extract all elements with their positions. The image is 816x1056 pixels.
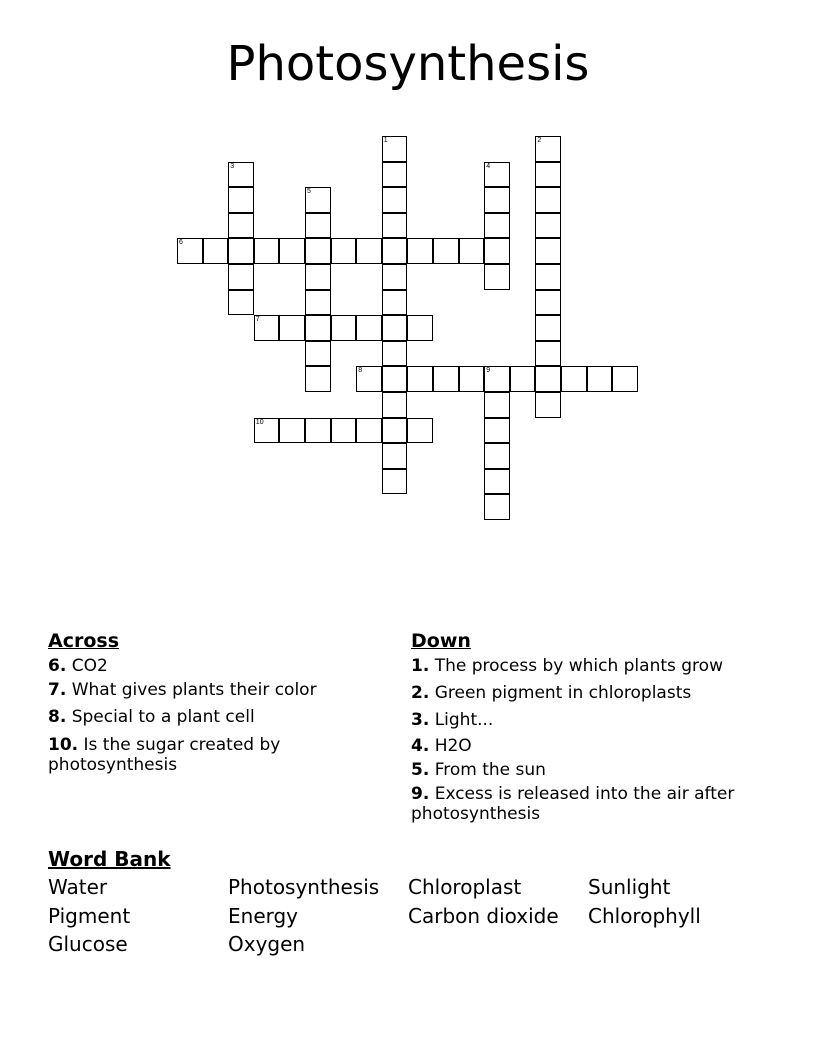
clue-num: 9. bbox=[411, 784, 430, 804]
word-bank-item: Carbon dioxide bbox=[408, 903, 559, 928]
crossword-cell[interactable] bbox=[356, 238, 382, 264]
crossword-cell[interactable] bbox=[228, 290, 254, 316]
crossword-cell[interactable] bbox=[382, 469, 408, 495]
crossword-cell[interactable] bbox=[484, 238, 510, 264]
crossword-cell[interactable] bbox=[484, 162, 510, 188]
crossword-cell[interactable] bbox=[484, 443, 510, 469]
clue-text: Special to a plant cell bbox=[66, 707, 255, 727]
crossword-cell[interactable] bbox=[228, 162, 254, 188]
crossword-cell[interactable] bbox=[459, 238, 485, 264]
crossword-cell[interactable] bbox=[407, 315, 433, 341]
crossword-cell[interactable] bbox=[535, 392, 561, 418]
crossword-cell[interactable] bbox=[305, 366, 331, 392]
crossword-cell[interactable] bbox=[612, 366, 638, 392]
clue-number: 3 bbox=[230, 162, 235, 170]
clue-text: H2O bbox=[429, 736, 472, 756]
crossword-cell[interactable] bbox=[407, 366, 433, 392]
crossword-cell[interactable] bbox=[382, 366, 408, 392]
crossword-cell[interactable] bbox=[382, 392, 408, 418]
clue-text: CO2 bbox=[66, 656, 108, 676]
crossword-cell[interactable] bbox=[177, 238, 203, 264]
across-clue bbox=[48, 707, 348, 727]
down-heading: Down bbox=[411, 630, 471, 652]
crossword-cell[interactable] bbox=[535, 187, 561, 213]
crossword-cell[interactable] bbox=[382, 443, 408, 469]
word-bank-item: Oxygen bbox=[228, 932, 306, 956]
clue-text: The process by which plants grow bbox=[429, 656, 723, 676]
crossword-cell[interactable] bbox=[356, 366, 382, 392]
clue-number: 1 bbox=[383, 137, 388, 144]
crossword-cell[interactable] bbox=[305, 315, 331, 341]
word-bank-item: Chlorophyll bbox=[588, 903, 701, 928]
down-clue bbox=[411, 760, 751, 780]
clue-num: 7. bbox=[48, 680, 67, 700]
crossword-cell[interactable] bbox=[382, 136, 408, 162]
clue-text: What gives plants their color bbox=[66, 680, 317, 700]
crossword-cell[interactable] bbox=[279, 315, 305, 341]
word-bank-item: Sunlight bbox=[588, 875, 671, 899]
across-clue bbox=[48, 735, 348, 775]
clue-number: 4 bbox=[486, 162, 491, 170]
clue-number: 6 bbox=[179, 239, 183, 247]
crossword-cell[interactable] bbox=[484, 469, 510, 495]
word-bank-item: Water bbox=[48, 875, 108, 899]
crossword-cell[interactable] bbox=[254, 418, 280, 444]
clue-num: 6. bbox=[48, 656, 67, 676]
crossword-cell[interactable] bbox=[356, 315, 382, 341]
crossword-cell[interactable] bbox=[587, 366, 613, 392]
crossword-cell[interactable] bbox=[228, 213, 254, 239]
clue-text: Is the sugar created by photosynthesis bbox=[48, 735, 281, 775]
crossword-cell[interactable] bbox=[407, 418, 433, 444]
crossword-cell[interactable] bbox=[228, 238, 254, 264]
crossword-cell[interactable] bbox=[279, 238, 305, 264]
crossword-cell[interactable] bbox=[433, 366, 459, 392]
across-clue-list bbox=[48, 656, 348, 775]
crossword-cell[interactable] bbox=[382, 290, 408, 316]
down-clue bbox=[411, 656, 751, 676]
word-bank-item: Energy bbox=[228, 903, 299, 928]
clue-number: 9 bbox=[486, 367, 491, 375]
clue-text: Excess is released into the air after photosynthesis bbox=[411, 784, 735, 824]
crossword-cell[interactable] bbox=[535, 238, 561, 264]
clue-number: 7 bbox=[255, 316, 260, 324]
clue-num: 10. bbox=[48, 735, 79, 755]
down-clue bbox=[411, 710, 751, 730]
crossword-cell[interactable] bbox=[459, 366, 485, 392]
down-clue bbox=[411, 683, 751, 703]
clue-text: Green pigment in chloroplasts bbox=[429, 683, 692, 703]
clue-text: Light... bbox=[429, 710, 494, 730]
crossword-cell[interactable] bbox=[535, 366, 561, 392]
crossword-cell[interactable] bbox=[484, 366, 510, 392]
crossword-cell[interactable] bbox=[254, 315, 280, 341]
crossword-cell[interactable] bbox=[535, 136, 561, 162]
crossword-cell[interactable] bbox=[305, 341, 331, 367]
clue-num: 2. bbox=[411, 683, 430, 703]
clue-num: 3. bbox=[411, 710, 430, 730]
crossword-cell[interactable] bbox=[228, 264, 254, 290]
crossword-cell[interactable] bbox=[535, 162, 561, 188]
crossword-cell[interactable] bbox=[382, 187, 408, 213]
clue-number: 2 bbox=[537, 137, 542, 144]
crossword-cell[interactable] bbox=[433, 238, 459, 264]
crossword-cell[interactable] bbox=[535, 341, 561, 367]
crossword-cell[interactable] bbox=[535, 315, 561, 341]
crossword-cell[interactable] bbox=[382, 418, 408, 444]
down-clue bbox=[411, 784, 751, 824]
crossword-cell[interactable] bbox=[535, 213, 561, 239]
clue-num: 4. bbox=[411, 736, 430, 756]
crossword-cell[interactable] bbox=[382, 162, 408, 188]
word-bank-item: Chloroplast bbox=[408, 875, 522, 899]
crossword-cell[interactable] bbox=[484, 213, 510, 239]
crossword-cell[interactable] bbox=[331, 315, 357, 341]
page-title: Photosynthesis bbox=[226, 36, 590, 92]
crossword-cell[interactable] bbox=[484, 494, 510, 520]
clue-num: 8. bbox=[48, 707, 67, 727]
clue-text: From the sun bbox=[429, 760, 546, 780]
crossword-cell[interactable] bbox=[484, 418, 510, 444]
crossword-cell[interactable] bbox=[535, 290, 561, 316]
crossword-cell[interactable] bbox=[382, 213, 408, 239]
crossword-cell[interactable] bbox=[382, 341, 408, 367]
crossword-cell[interactable] bbox=[254, 238, 280, 264]
crossword-cell[interactable] bbox=[331, 238, 357, 264]
crossword-cell[interactable] bbox=[382, 238, 408, 264]
word-bank-item: Glucose bbox=[48, 932, 128, 956]
crossword-cell[interactable] bbox=[305, 187, 331, 213]
down-clue bbox=[411, 736, 751, 756]
crossword-cell[interactable] bbox=[305, 264, 331, 290]
crossword-cell[interactable] bbox=[484, 392, 510, 418]
clue-number: 5 bbox=[307, 188, 311, 196]
crossword-cell[interactable] bbox=[305, 290, 331, 316]
clue-num: 5. bbox=[411, 760, 430, 780]
crossword-cell[interactable] bbox=[203, 238, 229, 264]
word-bank-item: Photosynthesis bbox=[228, 875, 380, 899]
clue-num: 1. bbox=[411, 656, 430, 676]
word-bank-heading: Word Bank bbox=[48, 847, 171, 871]
crossword-cell[interactable] bbox=[561, 366, 587, 392]
down-clue-list bbox=[411, 656, 751, 824]
crossword-cell[interactable] bbox=[510, 366, 536, 392]
across-clue bbox=[48, 680, 348, 700]
crossword-cell[interactable] bbox=[382, 315, 408, 341]
crossword-cell[interactable] bbox=[331, 418, 357, 444]
crossword-cell[interactable] bbox=[535, 264, 561, 290]
crossword-cell[interactable] bbox=[305, 418, 331, 444]
crossword-cell[interactable] bbox=[484, 187, 510, 213]
crossword-cell[interactable] bbox=[228, 187, 254, 213]
crossword-cell[interactable] bbox=[305, 213, 331, 239]
crossword-cell[interactable] bbox=[484, 264, 510, 290]
crossword-cell[interactable] bbox=[305, 238, 331, 264]
across-clue bbox=[48, 656, 348, 676]
crossword-cell[interactable] bbox=[356, 418, 382, 444]
crossword-cell[interactable] bbox=[279, 418, 305, 444]
across-heading: Across bbox=[48, 630, 120, 652]
clue-number: 10 bbox=[255, 418, 264, 426]
clue-number: 8 bbox=[358, 367, 363, 375]
crossword-cell[interactable] bbox=[382, 264, 408, 290]
crossword-cell[interactable] bbox=[407, 238, 433, 264]
word-bank-item: Pigment bbox=[48, 903, 131, 928]
